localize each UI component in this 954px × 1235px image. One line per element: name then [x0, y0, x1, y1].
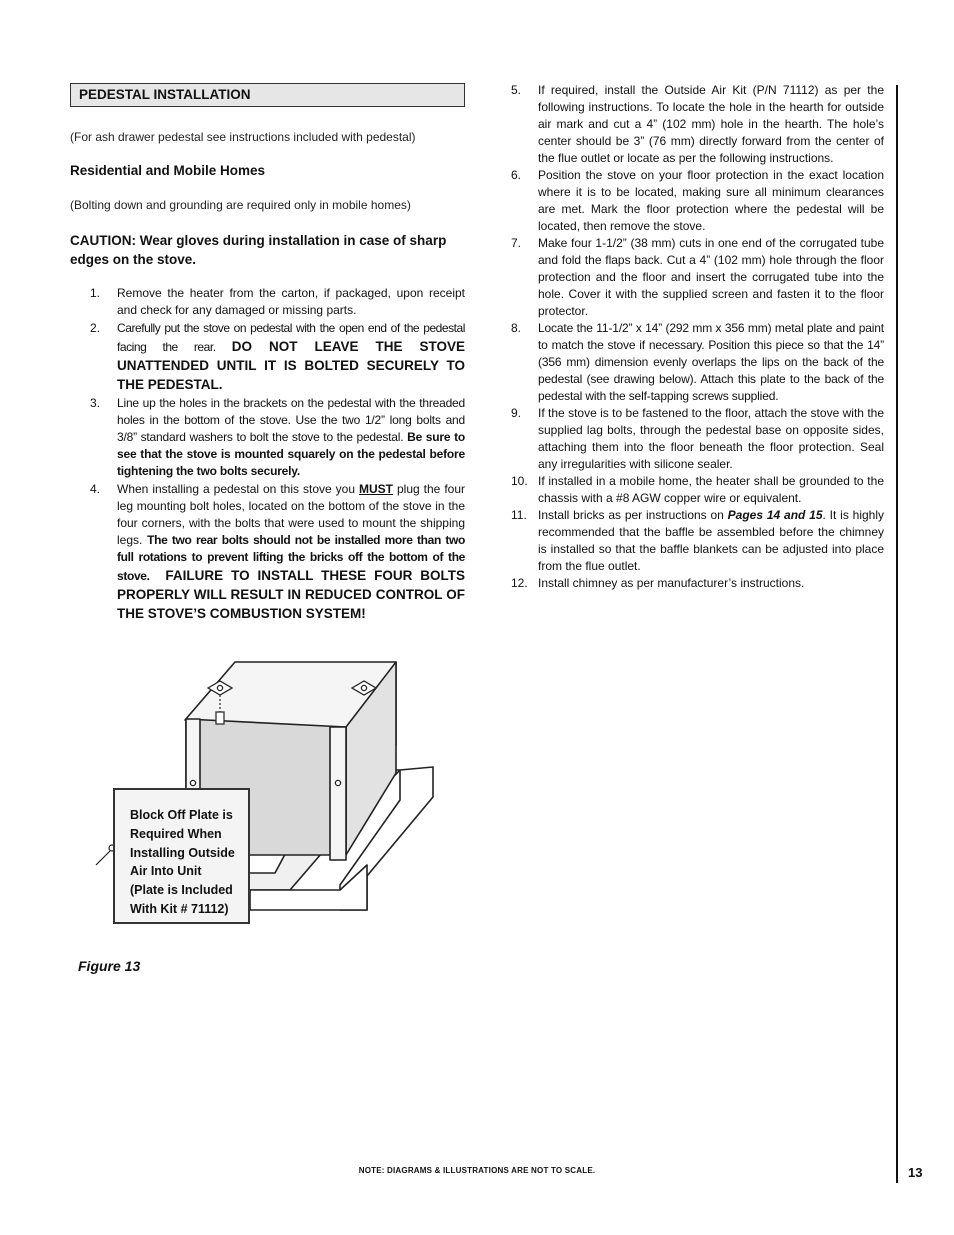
step-text: When installing a pedestal on this stove you	[117, 482, 359, 496]
left-steps-list	[90, 285, 469, 623]
step-item	[511, 507, 884, 575]
step-text: Position the stove on your floor protection in the exact location where it is to be located, making sure all minimum clearances are met. Mark the floor protection where the pedestal will be located, then remove the stove.	[538, 168, 884, 233]
step-item	[511, 405, 884, 473]
step-item	[511, 235, 884, 320]
step-emphasis: Be sure to see that the stove is mounted squarely on the pedestal before tightening the two bolts securely.	[117, 430, 465, 478]
step-text: Install chimney as per manufacturer’s instructions.	[538, 576, 805, 590]
step-must: MUST	[359, 482, 393, 496]
step-number: 6.	[511, 168, 522, 182]
subheading: Residential and Mobile Homes	[70, 163, 266, 178]
section-title: PEDESTAL INSTALLATION	[70, 83, 465, 107]
step-item	[90, 395, 465, 480]
step-text: Install bricks as per instructions on	[538, 508, 728, 522]
step-number: 9.	[511, 406, 522, 420]
step-text: Carefully put the stove on pedestal with the open end of the pedestal facing the rear.	[117, 321, 465, 354]
bolting-note: (Bolting down and grounding are required only in mobile homes)	[70, 198, 411, 212]
step-number: 2.	[90, 321, 101, 335]
step-item	[511, 473, 884, 507]
caution-text: CAUTION: Wear gloves during installation in case of sharp edges on the stove.	[70, 233, 447, 267]
vertical-rule	[896, 85, 898, 1183]
step-text: Line up the holes in the brackets on the pedestal with the threaded holes in the bottom of the stove. Use the two 1/2” long bolts and 3/8” standard washers to bolt the stove to the pedestal.	[117, 396, 465, 444]
right-steps-list	[511, 82, 884, 592]
step-warning: DO NOT LEAVE THE STOVE UNATTENDED UNTIL IT IS BOLTED SECURELY TO THE PEDESTAL.	[117, 339, 465, 392]
step-emphasis: The two rear bolts should not be installed more than two full rotations to prevent lifting the bricks off the bottom of the stove.	[117, 533, 465, 583]
bolt-icon	[216, 712, 224, 724]
step-text: If required, install the Outside Air Kit (P/N 71112) as per the following instructions. To locate the hole in the hearth for outside air mark and cut a 4” (102 mm) hole in the hearth. The hole’s center should be 3” (76 mm) directly forward from the center of the flue outlet or locate as per the following instructions.	[538, 83, 884, 165]
step-item	[90, 320, 465, 394]
step-number: 10.	[511, 474, 528, 488]
step-item	[511, 82, 884, 167]
step-warning: FAILURE TO INSTALL THESE FOUR BOLTS PROPERLY WILL RESULT IN REDUCED CONTROL OF THE STOVE’S COMBUSTION SYSTEM!	[117, 568, 469, 621]
page-reference-link[interactable]: Pages 14 and 15	[727, 508, 823, 522]
left-column	[70, 83, 469, 623]
step-text: Make four 1-1/2” (38 mm) cuts in one end of the corrugated tube and fold the flaps back. Cut a 4” (102 mm) hole through the floor protection and the floor and insert the corrugated tube into the hole. Cover it with the supplied screen and fasten it to the floor protector.	[538, 236, 884, 318]
page-number: 13	[908, 1165, 923, 1180]
step-item	[90, 285, 465, 319]
step-item	[511, 575, 884, 592]
step-item	[90, 481, 469, 623]
step-text: Locate the 11-1/2” x 14” (292 mm x 356 mm) metal plate and paint to match the stove if necessary. Position this piece so that the 14” (356 mm) dimension evenly overlaps the lips on the back of the pedestal (see drawing below). Attach this plate to the back of the pedestal with the self-tapping screws supplied.	[538, 321, 884, 403]
step-number: 4.	[90, 482, 101, 496]
block-off-plate-callout: Block Off Plate is Required When Installing Outside Air Into Unit (Plate is Included With Kit # 71112)	[113, 788, 250, 924]
step-number: 5.	[511, 83, 522, 97]
step-number: 1.	[90, 286, 101, 300]
step-item	[511, 167, 884, 235]
step-text: . It is highly recommended that the baffle be assembled before the chimney is installed so that the baffle blankets can be adjusted into place from the flue outlet.	[538, 508, 884, 573]
figure-caption: Figure 13	[78, 958, 141, 974]
step-number: 7.	[511, 236, 522, 250]
step-text: plug the four leg mounting bolt holes, located on the bottom of the stove in the four corners, with the bolts that were used to mount the shipping legs.	[117, 482, 465, 547]
step-text: Remove the heater from the carton, if packaged, upon receipt and check for any damaged or missing parts.	[117, 286, 465, 317]
step-number: 8.	[511, 321, 522, 335]
step-number: 12.	[511, 576, 528, 590]
step-number: 3.	[90, 396, 101, 410]
step-item	[511, 320, 884, 405]
right-column	[511, 82, 884, 592]
pedestal-leg-right	[330, 727, 346, 860]
footer-note: NOTE: DIAGRAMS & ILLUSTRATIONS ARE NOT TO SCALE.	[358, 1166, 596, 1175]
step-text: If installed in a mobile home, the heater shall be grounded to the chassis with a #8 AGW copper wire or equivalent.	[538, 474, 884, 505]
ash-drawer-note: (For ash drawer pedestal see instructions included with pedestal)	[70, 130, 416, 144]
step-number: 11.	[511, 508, 527, 522]
step-text: If the stove is to be fastened to the floor, attach the stove with the supplied lag bolts, through the pedestal base on opposite sides, attaching them into the floor beneath the floor protection. Seal any irregularities with silicone sealer.	[538, 406, 884, 471]
